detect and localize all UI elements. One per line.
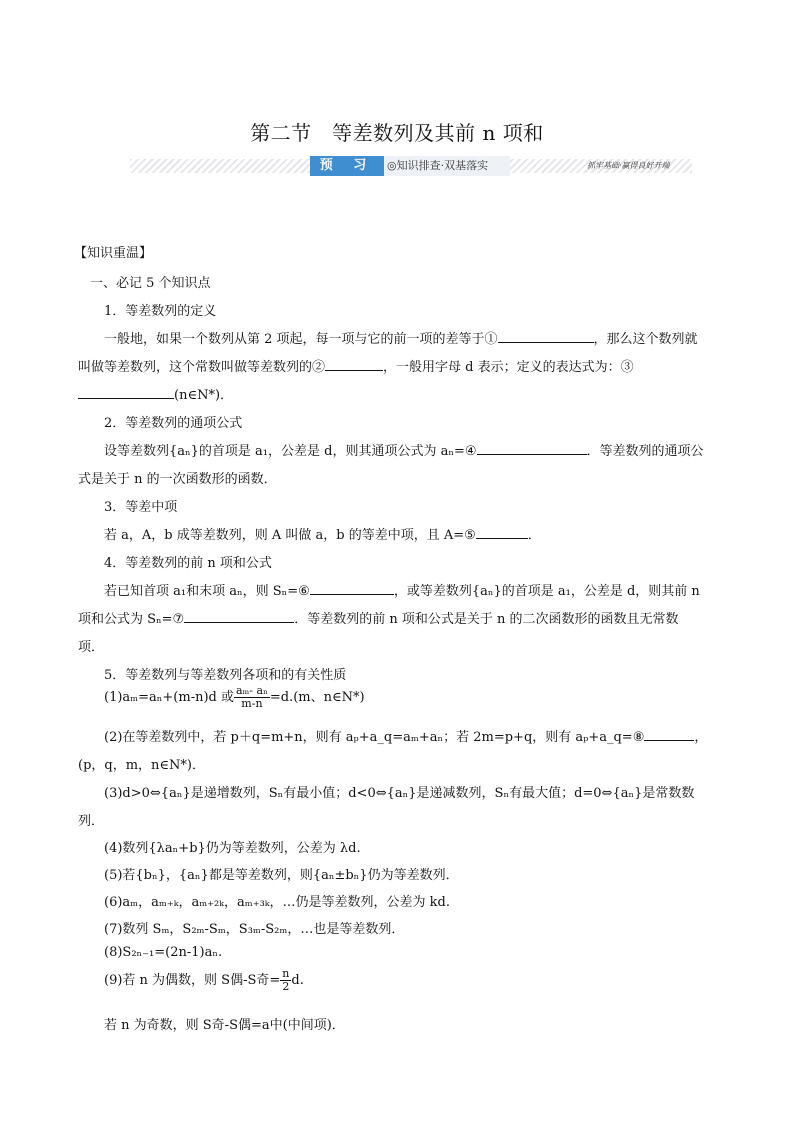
text-segment: =d.(m、n∈N*): [269, 690, 365, 705]
text-line: [104, 440, 704, 459]
text-segment: d.: [291, 973, 304, 988]
text-line: [78, 608, 679, 627]
text-segment: (n∈N*)．: [174, 388, 234, 403]
text-segment: 设等差数列{aₙ}的首项是 a₁，公差是 d，则其通项公式为 aₙ=④: [104, 444, 477, 459]
text-line: 式是关于 n 的一次函数形的函数．: [78, 472, 277, 487]
preview-banner: [130, 156, 692, 176]
banner-subtitle: ◎知识排查·双基落实: [387, 159, 489, 172]
fraction-denominator: m-n: [241, 697, 263, 710]
subheading: 一、必记 5 个知识点: [90, 276, 211, 291]
text-line: (6)aₘ，aₘ₊ₖ，aₘ₊₂ₖ，aₘ₊₃ₖ，…仍是等差数列，公差为 kd.: [104, 895, 451, 910]
section-heading: 【知识重温】: [74, 246, 153, 261]
text-segment: ．等差数列的前 n 项和公式是关于 n 的二次函数形的函数且无常数: [294, 612, 679, 627]
fraction-numerator: n: [282, 967, 290, 980]
fill-blank-4[interactable]: [477, 442, 587, 455]
formula-line: [104, 685, 365, 710]
text-line: [104, 328, 698, 347]
text-line: 若 n 为奇数，则 S奇-S偶=a中(中间项)．: [104, 1018, 345, 1033]
fill-blank-5[interactable]: [476, 526, 528, 539]
section-title: 第二节 等差数列及其前 n 项和: [250, 121, 544, 145]
item-heading: 1．等差数列的定义: [104, 304, 217, 319]
text-line: (5)若{bₙ}，{aₙ}都是等差数列，则{aₙ±bₙ}仍为等差数列．: [104, 868, 459, 883]
text-segment: (9)若 n 为偶数，则 S偶-S奇=: [104, 973, 281, 988]
text-line: 项．: [78, 640, 105, 655]
text-line: 列．: [78, 814, 105, 829]
item-heading: 4．等差数列的前 n 项和公式: [104, 556, 272, 571]
fill-blank-8[interactable]: [644, 728, 694, 741]
text-line: [104, 580, 700, 599]
preview-badge: 预 习: [310, 156, 384, 176]
item-heading: 5．等差数列与等差数列各项和的有关性质: [104, 668, 347, 683]
fill-blank-2[interactable]: [325, 358, 383, 371]
item-heading: 2．等差数列的通项公式: [104, 416, 243, 431]
text-segment: 若 a，A，b 成等差数列，则 A 叫做 a，b 的等差中项，且 A=⑤: [104, 528, 476, 543]
text-segment: ．: [527, 528, 541, 543]
text-line: (7)数列 Sₘ，S₂ₘ-Sₘ，S₃ₘ-S₂ₘ，…也是等差数列．: [104, 922, 405, 937]
text-segment: ，那么这个数列就: [593, 332, 698, 347]
fraction-numerator: aₘ- aₙ: [236, 684, 268, 697]
text-line: (p，q，m，n∈N*)．: [78, 758, 205, 773]
fraction-denominator: 2: [282, 980, 290, 993]
text-segment: ，一般用字母 d 表示；定义的表达式为：③: [383, 360, 634, 375]
text-segment: 一般地，如果一个数列从第 2 项起，每一项与它的前一项的差等于①: [104, 332, 498, 347]
text-segment: ，或等差数列{aₙ}的首项是 a₁，公差是 d，则其前 n: [393, 584, 700, 599]
text-segment: 项和公式为 Sₙ=⑦: [78, 612, 185, 627]
fill-blank-6[interactable]: [310, 582, 394, 595]
text-line: (3)d>0⇔{aₙ}是递增数列，Sₙ有最小值；d<0⇔{aₙ}是递减数列，Sₙ有最大值；d=0⇔{aₙ}是常数数: [104, 786, 695, 801]
text-segment: ，: [694, 730, 708, 745]
text-segment: ．等差数列的通项公: [586, 444, 704, 459]
fill-blank-1[interactable]: [498, 330, 594, 343]
text-segment: 若已知首项 a₁和末项 aₙ，则 Sₙ=⑥: [104, 584, 310, 599]
text-line: [104, 726, 707, 745]
text-line: [78, 384, 233, 403]
fraction: [234, 685, 270, 710]
banner-slogan: 抓牢基础·赢得良好开端: [587, 161, 670, 170]
text-segment: 叫做等差数列，这个常数叫做等差数列的②: [78, 360, 326, 375]
fraction: [280, 968, 291, 993]
text-line: (8)S₂ₙ₋₁=(2n-1)aₙ.: [104, 945, 223, 960]
item-heading: 3．等差中项: [104, 500, 178, 515]
fill-blank-7[interactable]: [184, 610, 294, 623]
text-line: (4)数列{λaₙ+b}仍为等差数列，公差为 λd.: [104, 841, 361, 856]
text-segment: (1)aₘ=aₙ+(m-n)d 或: [104, 690, 234, 705]
text-line: [104, 524, 541, 543]
text-line: [78, 356, 634, 375]
text-segment: (2)在等差数列中，若 p＋q=m+n，则有 aₚ+a_q=aₘ+aₙ；若 2m=p+q，则有 aₚ+a_q=⑧: [104, 730, 645, 745]
fill-blank-3[interactable]: [78, 386, 174, 399]
formula-line: [104, 968, 304, 993]
